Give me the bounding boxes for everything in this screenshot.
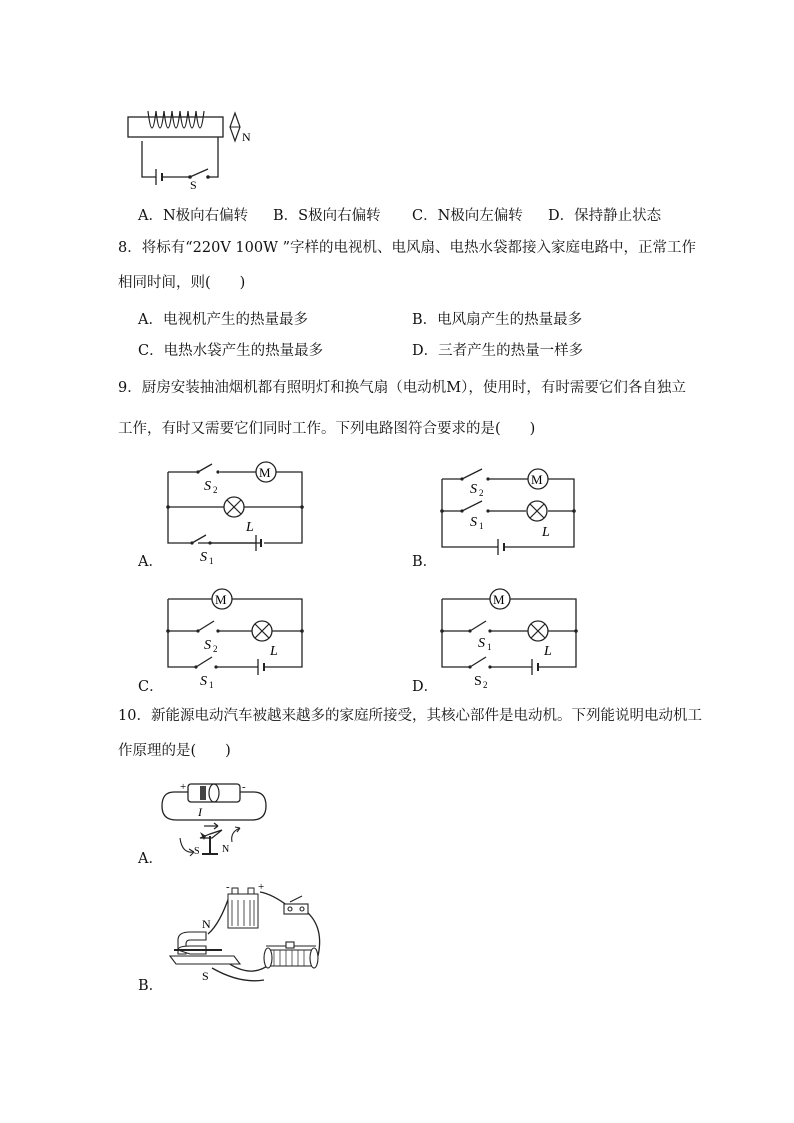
q9c-s1-sub: 1 (209, 680, 214, 690)
q9a-s1-label: S (200, 550, 207, 565)
q9-option-d: D． (412, 679, 439, 695)
q9b-s1-sub: 1 (479, 521, 484, 531)
q10b-s: S (202, 969, 209, 983)
q7-option-d: D．保持静止状态 (548, 208, 662, 224)
q9-circuit-a (160, 455, 310, 570)
q8-question-line2: 相同时间，则( ) (118, 275, 246, 291)
q9c-lamp-label: L (270, 644, 278, 659)
q9a-lamp-label: L (246, 520, 254, 535)
q10a-current: I (198, 805, 202, 819)
q7-option-a: A．N极向右偏转 (138, 208, 249, 224)
q9a-s1-sub: 1 (209, 556, 214, 566)
q9-option-a: A． (138, 554, 163, 570)
q7-n-label: N (242, 130, 251, 144)
q9d-s1-sub: 1 (487, 642, 492, 652)
q9d-s2-label: S (474, 674, 482, 689)
q9-circuit-b (434, 465, 584, 565)
q9-question-line2: 工作，有时又需要它们同时工作。下列电路图符合要求的是( ) (118, 421, 536, 437)
q8-option-d: D．三者产生的热量一样多 (412, 343, 584, 359)
q9d-motor: M (493, 592, 505, 607)
q9b-s1-label: S (470, 515, 477, 530)
q9d-lamp-label: L (544, 644, 552, 659)
q10-option-b: B． (138, 978, 164, 994)
q9-question-line1: 9．厨房安装抽油烟机都有照明灯和换气扇（电动机M），使用时，有时需要它们各自独立 (118, 380, 686, 396)
q7-electromagnet-figure (118, 105, 268, 195)
q10-option-a: A． (138, 851, 163, 867)
q9b-s2-sub: 2 (479, 488, 484, 498)
q9c-s1-label: S (200, 674, 207, 689)
q8-option-b: B．电风扇产生的热量最多 (412, 312, 583, 328)
q7-option-c: C．N极向左偏转 (412, 208, 523, 224)
q9b-s2-label: S (470, 482, 477, 497)
q9d-s1-label: S (478, 636, 485, 651)
q9a-motor: M (259, 465, 271, 480)
q10b-n: N (202, 917, 211, 931)
q9c-s2-label: S (204, 638, 211, 653)
q9b-lamp-label: L (542, 525, 550, 540)
q9-option-b: B． (412, 554, 438, 570)
q8-question-line1: 8．将标有“220V 100W ”字样的电视机、电风扇、电热水袋都接入家庭电路中，正常工作 (118, 240, 696, 256)
q9c-s2-sub: 2 (213, 644, 218, 654)
q10-question-line2: 作原理的是( ) (118, 743, 231, 759)
q10-question-line1: 10．新能源电动汽车被越来越多的家庭所接受，其核心部件是电动机。下列能说明电动机工 (118, 708, 702, 724)
q10a-n: N (222, 844, 230, 855)
q9a-s2-label: S (204, 479, 211, 494)
q10a-plus: + (180, 781, 187, 793)
q7-option-b: B．S极向右偏转 (273, 208, 381, 224)
q9b-motor: M (531, 472, 543, 487)
q9-option-c: C． (138, 679, 164, 695)
q7-s-label: S (190, 178, 197, 192)
q10-figure-a-oersted (160, 780, 270, 860)
q10b-minus: - (226, 881, 230, 893)
q10a-minus: - (242, 781, 246, 793)
q9-circuit-d (434, 587, 584, 692)
q10-figure-b-motor-principle (160, 881, 330, 989)
q9c-motor: M (215, 592, 227, 607)
q8-option-a: A．电视机产生的热量最多 (138, 312, 308, 328)
q8-option-c: C．电热水袋产生的热量最多 (138, 343, 324, 359)
q10b-plus: + (258, 881, 265, 893)
q9d-s2-sub: 2 (483, 680, 488, 690)
q9a-s2-sub: 2 (213, 485, 218, 495)
q9-circuit-c (160, 587, 310, 692)
q10a-s: S (194, 846, 200, 857)
